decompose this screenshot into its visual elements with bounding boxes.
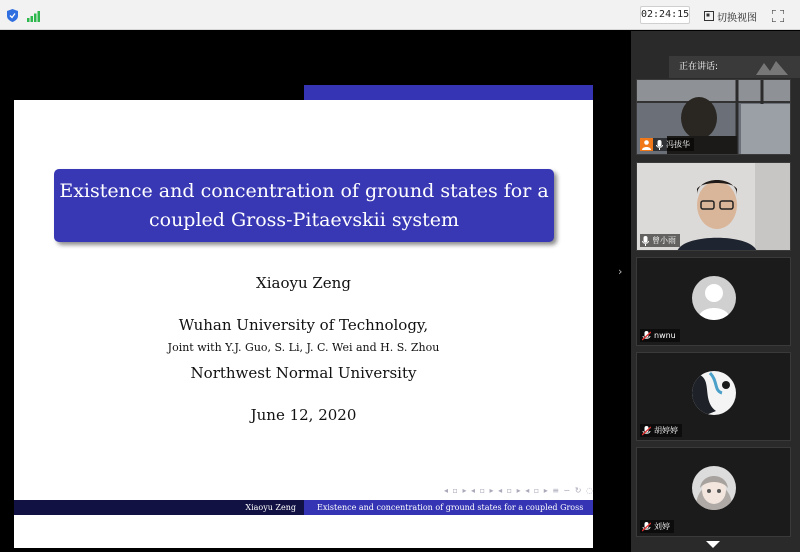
signal-strength-icon[interactable]	[27, 11, 40, 22]
participant-name-label	[640, 520, 674, 533]
footer-author: Xiaoyu Zeng	[14, 500, 304, 515]
slide-affiliation-1: Wuhan University of Technology,	[178, 316, 429, 334]
fullscreen-icon[interactable]	[772, 10, 784, 22]
switch-view-icon	[704, 11, 714, 21]
participant-name: 刘婷	[654, 522, 670, 531]
participant-name: 胡婷婷	[654, 426, 678, 435]
participant-name: nwnu	[654, 331, 676, 340]
microphone-muted-icon	[642, 522, 651, 532]
slide-title-box	[54, 169, 554, 242]
speaking-indicator	[669, 56, 800, 78]
meeting-timer: 02:24:15	[640, 6, 690, 24]
speaker-logo-icon	[756, 59, 788, 75]
slide-date: June 12, 2020	[250, 406, 357, 424]
footer-title: Existence and concentration of ground states for a coupled Gross	[304, 500, 593, 515]
microphone-muted-icon	[642, 426, 651, 436]
collapse-panel-chevron-icon[interactable]: ›	[618, 265, 623, 278]
slide-title-line2: coupled Gross-Pitaevskii system	[148, 209, 459, 231]
participant-name-label	[640, 424, 682, 437]
shield-icon[interactable]	[7, 9, 18, 22]
slide-author: Xiaoyu Zeng	[256, 274, 351, 292]
switch-view-label: 切换视图	[717, 12, 757, 24]
slide-affiliation-2: Joint with Y.J. Guo, S. Li, J. C. Wei and H. S. Zhou	[167, 341, 440, 354]
participant-tile[interactable]	[636, 352, 791, 441]
participant-tile[interactable]	[636, 162, 791, 251]
default-avatar-icon	[692, 276, 736, 320]
participant-name: 曾小雨	[652, 236, 676, 245]
scroll-down-arrow-icon[interactable]	[706, 541, 720, 548]
top-toolbar	[0, 0, 800, 30]
beamer-navigation-symbols: ◂ ▫ ▸ ◂ ▫ ▸ ◂ ▫ ▸ ◂ ▫ ▸ ≡ ∽ ↻ ◌	[443, 486, 594, 495]
slide-footer	[14, 500, 593, 515]
participant-name-label	[640, 234, 680, 247]
microphone-icon	[642, 236, 649, 246]
speaking-label: 正在讲话:	[679, 62, 719, 72]
participant-name: 冯拔华	[666, 140, 690, 149]
host-icon	[640, 138, 653, 151]
profile-avatar	[692, 466, 736, 510]
participant-name-label	[640, 138, 694, 151]
switch-view-button[interactable]	[704, 8, 757, 24]
microphone-muted-icon	[642, 331, 651, 341]
microphone-icon	[656, 140, 663, 150]
shared-screen-area	[0, 31, 631, 552]
participant-tile[interactable]	[636, 79, 791, 155]
participant-tile[interactable]	[636, 257, 791, 346]
profile-avatar	[692, 371, 736, 415]
slide-title-line1: Existence and concentration of ground states for a	[59, 180, 549, 202]
participant-name-label	[640, 329, 680, 342]
presentation-slide	[14, 100, 593, 548]
participant-tile[interactable]	[636, 447, 791, 537]
slide-affiliation-3: Northwest Normal University	[190, 364, 417, 382]
slide-header-bar	[304, 85, 593, 100]
